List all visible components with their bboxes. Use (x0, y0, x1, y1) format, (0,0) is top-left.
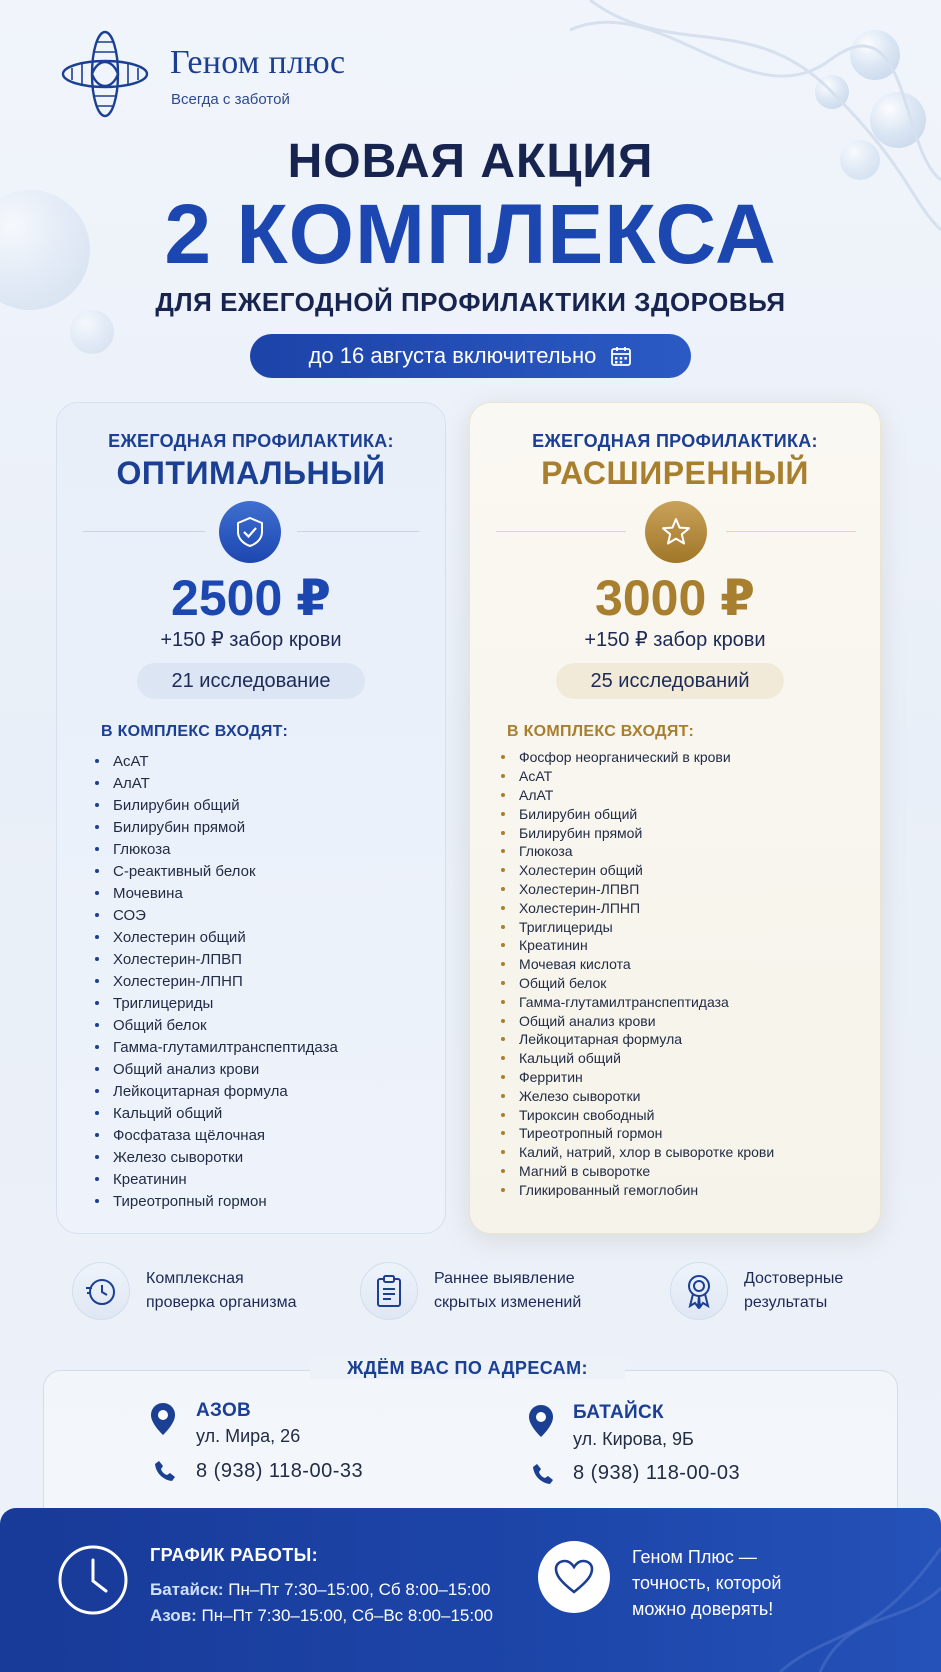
bullet-icon (501, 1113, 505, 1117)
test-name: Триглицериды (519, 918, 613, 935)
schedule-row (150, 1606, 493, 1626)
star-icon (645, 501, 707, 563)
slogan (632, 1544, 832, 1622)
slogan-line: точность, которой (632, 1573, 782, 1593)
street-address: ул. Мира, 26 (196, 1426, 301, 1446)
test-item (501, 1049, 774, 1068)
bullet-icon (95, 759, 99, 763)
test-name: Креатинин (113, 1170, 187, 1188)
bullet-icon (501, 943, 505, 947)
bullet-icon (501, 925, 505, 929)
feature-reliable (670, 1262, 843, 1320)
test-item (501, 804, 774, 823)
test-name: Фосфатаза щёлочная (113, 1126, 266, 1144)
card-kicker: ЕЖЕГОДНАЯ ПРОФИЛАКТИКА: (108, 431, 394, 451)
price: 2500 ₽ (171, 570, 331, 626)
test-name: Мочевина (113, 884, 183, 902)
test-name: АлАТ (113, 774, 150, 792)
tests-count: 21 исследование (137, 663, 365, 699)
test-item (501, 955, 774, 974)
test-name: Холестерин-ЛПНП (519, 899, 641, 916)
test-item (501, 1180, 774, 1199)
award-icon (670, 1262, 728, 1320)
test-name: Глюкоза (113, 840, 171, 858)
blood-draw-fee: +150 ₽ забор крови (160, 629, 342, 651)
bullet-icon (95, 957, 99, 961)
test-item (95, 1036, 338, 1058)
bullet-icon (95, 1177, 99, 1181)
test-name: Гамма-глутамилтранспептидаза (113, 1038, 338, 1056)
test-name: Мочевая кислота (519, 956, 631, 973)
test-item (501, 1030, 774, 1049)
brand-name: Геном плюс (170, 44, 346, 81)
bullet-icon (501, 1037, 505, 1041)
test-item (501, 1105, 774, 1124)
phone-icon (154, 1460, 176, 1482)
logo-dna-icon (60, 28, 150, 120)
bullet-icon (501, 1056, 505, 1060)
test-item (95, 838, 338, 860)
bullet-icon (501, 1188, 505, 1192)
test-item (95, 882, 338, 904)
schedule-row (150, 1580, 490, 1600)
tests-list (95, 750, 338, 1212)
promo-subtitle: ДЛЯ ЕЖЕГОДНОЙ ПРОФИЛАКТИКИ ЗДОРОВЬЯ (155, 287, 786, 317)
clock-check-icon (72, 1262, 130, 1320)
feature-text: Комплексная (146, 1270, 244, 1287)
test-name: Калий, натрий, хлор в сыворотке крови (519, 1144, 775, 1161)
test-item (95, 948, 338, 970)
addresses-heading: ЖДЁМ ВАС ПО АДРЕСАМ: (310, 1358, 625, 1379)
test-name: Общий анализ крови (519, 1012, 656, 1029)
bullet-icon (501, 981, 505, 985)
clipboard-icon (360, 1262, 418, 1320)
test-name: АлАТ (519, 786, 554, 803)
bullet-icon (501, 849, 505, 853)
feature-text: результаты (744, 1294, 828, 1311)
test-name: Кальций общий (113, 1104, 223, 1122)
test-item (95, 1124, 338, 1146)
test-item (95, 1190, 338, 1212)
bullet-icon (95, 1089, 99, 1093)
test-item (501, 880, 774, 899)
phone-icon (532, 1463, 554, 1485)
city-name: АЗОВ (196, 1400, 252, 1421)
test-item (95, 1102, 338, 1124)
test-item (501, 1162, 774, 1181)
phone-number[interactable]: 8 (938) 118-00-03 (573, 1462, 741, 1484)
test-name: Гликированный гемоглобин (519, 1181, 699, 1198)
card-kicker: ЕЖЕГОДНАЯ ПРОФИЛАКТИКА: (532, 431, 818, 451)
bullet-icon (501, 774, 505, 778)
test-name: Холестерин-ЛПВП (519, 880, 640, 897)
bullet-icon (501, 1019, 505, 1023)
test-name: Лейкоцитарная формула (519, 1031, 683, 1048)
bullet-icon (501, 1094, 505, 1098)
blood-draw-fee: +150 ₽ забор крови (584, 629, 766, 651)
bullet-icon (95, 1155, 99, 1159)
bullet-icon (95, 913, 99, 917)
brand-tagline: Всегда с заботой (171, 91, 290, 108)
bullet-icon (95, 781, 99, 785)
test-name: Лейкоцитарная формула (113, 1082, 288, 1100)
bullet-icon (95, 1133, 99, 1137)
schedule-title: ГРАФИК РАБОТЫ: (150, 1545, 319, 1565)
bullet-icon (95, 803, 99, 807)
test-name: АсАТ (113, 752, 149, 770)
bullet-icon (501, 1075, 505, 1079)
test-item (95, 1080, 338, 1102)
slogan-line: можно доверять! (632, 1599, 774, 1619)
feature-early-detection (360, 1262, 581, 1320)
test-name: Железо сыворотки (113, 1148, 244, 1166)
bullet-icon (95, 979, 99, 983)
test-item (501, 842, 774, 861)
test-name: С-реактивный белок (113, 862, 256, 880)
test-item (501, 786, 774, 805)
test-item (501, 974, 774, 993)
card-title: ОПТИМАЛЬНЫЙ (116, 455, 386, 491)
clock-icon (56, 1543, 130, 1617)
test-item (95, 1058, 338, 1080)
bullet-icon (501, 962, 505, 966)
test-name: Тиреотропный гормон (519, 1125, 663, 1142)
schedule-city: Азов: (150, 1606, 197, 1625)
bullet-icon (501, 1131, 505, 1135)
addresses-panel (43, 1370, 898, 1530)
bullet-icon (95, 891, 99, 895)
test-name: Магний в сыворотке (519, 1162, 651, 1179)
test-item (501, 1086, 774, 1105)
test-item (95, 816, 338, 838)
test-item (95, 772, 338, 794)
test-name: Глюкоза (519, 843, 573, 860)
test-item (95, 750, 338, 772)
includes-label: В КОМПЛЕКС ВХОДЯТ: (101, 723, 289, 740)
test-item (501, 898, 774, 917)
package-card-extended[interactable] (469, 402, 881, 1234)
heart-icon (538, 1541, 610, 1613)
location-pin-icon (528, 1404, 554, 1438)
test-name: Билирубин прямой (113, 818, 246, 836)
test-name: Общий белок (519, 974, 607, 991)
test-item (95, 1146, 338, 1168)
bullet-icon (501, 755, 505, 759)
feature-text: Достоверные (744, 1270, 844, 1287)
test-name: Общий белок (113, 1016, 207, 1034)
bullet-icon (501, 831, 505, 835)
test-name: СОЭ (113, 906, 146, 924)
test-name: Триглицериды (113, 994, 214, 1012)
bullet-icon (95, 1111, 99, 1115)
bullet-icon (95, 847, 99, 851)
test-name: Холестерин-ЛПВП (113, 950, 242, 968)
divider (496, 531, 626, 532)
schedule-hours: Пн–Пт 7:30–15:00, Сб–Вс 8:00–15:00 (201, 1606, 493, 1625)
test-name: Холестерин-ЛПНП (113, 972, 243, 990)
test-name: Гамма-глутамилтранспептидаза (519, 993, 729, 1010)
test-item (501, 861, 774, 880)
test-item (501, 992, 774, 1011)
shield-check-icon (219, 501, 281, 563)
test-item (95, 1168, 338, 1190)
bullet-icon (501, 1000, 505, 1004)
bullet-icon (95, 1045, 99, 1049)
test-name: Холестерин общий (519, 862, 643, 879)
test-item (501, 917, 774, 936)
schedule-city: Батайск: (150, 1580, 224, 1599)
test-name: Железо сыворотки (519, 1087, 641, 1104)
test-name: Креатинин (519, 937, 588, 954)
slogan-line: Геном Плюс — (632, 1547, 757, 1567)
test-item (501, 1143, 774, 1162)
includes-label: В КОМПЛЕКС ВХОДЯТ: (507, 723, 695, 740)
divider (726, 531, 856, 532)
test-item (95, 970, 338, 992)
test-item (501, 936, 774, 955)
feature-text: Раннее выявление (434, 1270, 575, 1287)
package-card-optimal[interactable] (56, 402, 446, 1234)
phone-number[interactable]: 8 (938) 118-00-33 (196, 1460, 364, 1482)
test-item (501, 823, 774, 842)
date-badge (250, 334, 691, 378)
bullet-icon (95, 1067, 99, 1071)
test-item (501, 748, 774, 767)
test-name: Тироксин свободный (519, 1106, 655, 1123)
test-item (95, 904, 338, 926)
bullet-icon (501, 793, 505, 797)
bullet-icon (95, 869, 99, 873)
price: 3000 ₽ (595, 570, 755, 626)
test-name: Билирубин общий (519, 805, 638, 822)
test-name: АсАТ (519, 768, 553, 785)
bullet-icon (501, 1169, 505, 1173)
divider (297, 531, 419, 532)
test-item (95, 992, 338, 1014)
test-name: Фосфор неорганический в крови (519, 749, 731, 766)
test-item (95, 926, 338, 948)
test-item (95, 794, 338, 816)
street-address: ул. Кирова, 9Б (573, 1429, 694, 1449)
bullet-icon (95, 1001, 99, 1005)
feature-text: проверка организма (146, 1294, 297, 1311)
test-name: Холестерин общий (113, 928, 246, 946)
bullet-icon (501, 812, 505, 816)
bullet-icon (95, 935, 99, 939)
test-name: Ферритин (519, 1068, 583, 1085)
test-item (95, 1014, 338, 1036)
bullet-icon (95, 825, 99, 829)
promo-title: 2 КОМПЛЕКСА (164, 187, 777, 281)
feature-comprehensive (72, 1262, 296, 1320)
tests-count: 25 исследований (556, 663, 784, 699)
bullet-icon (501, 868, 505, 872)
bullet-icon (501, 906, 505, 910)
city-name: БАТАЙСК (573, 1402, 664, 1423)
schedule-hours: Пн–Пт 7:30–15:00, Сб 8:00–15:00 (228, 1580, 491, 1599)
test-item (501, 1011, 774, 1030)
promo-heading: НОВАЯ АКЦИЯ (287, 135, 654, 188)
bullet-icon (95, 1023, 99, 1027)
divider (83, 531, 205, 532)
tests-list (501, 748, 774, 1199)
bullet-icon (95, 1199, 99, 1203)
test-name: Кальций общий (519, 1050, 621, 1067)
test-name: Тиреотропный гормон (113, 1192, 267, 1210)
test-name: Общий анализ крови (113, 1060, 260, 1078)
location-pin-icon (150, 1402, 176, 1436)
test-item (95, 860, 338, 882)
bullet-icon (501, 1150, 505, 1154)
card-title: РАСШИРЕННЫЙ (541, 455, 809, 491)
date-text: до 16 августа включительно (308, 343, 597, 368)
feature-text: скрытых изменений (434, 1294, 582, 1311)
test-item (501, 1068, 774, 1087)
test-item (501, 767, 774, 786)
test-name: Билирубин прямой (519, 824, 643, 841)
test-item (501, 1124, 774, 1143)
test-name: Билирубин общий (113, 796, 240, 814)
calendar-icon (610, 345, 632, 367)
bullet-icon (501, 887, 505, 891)
